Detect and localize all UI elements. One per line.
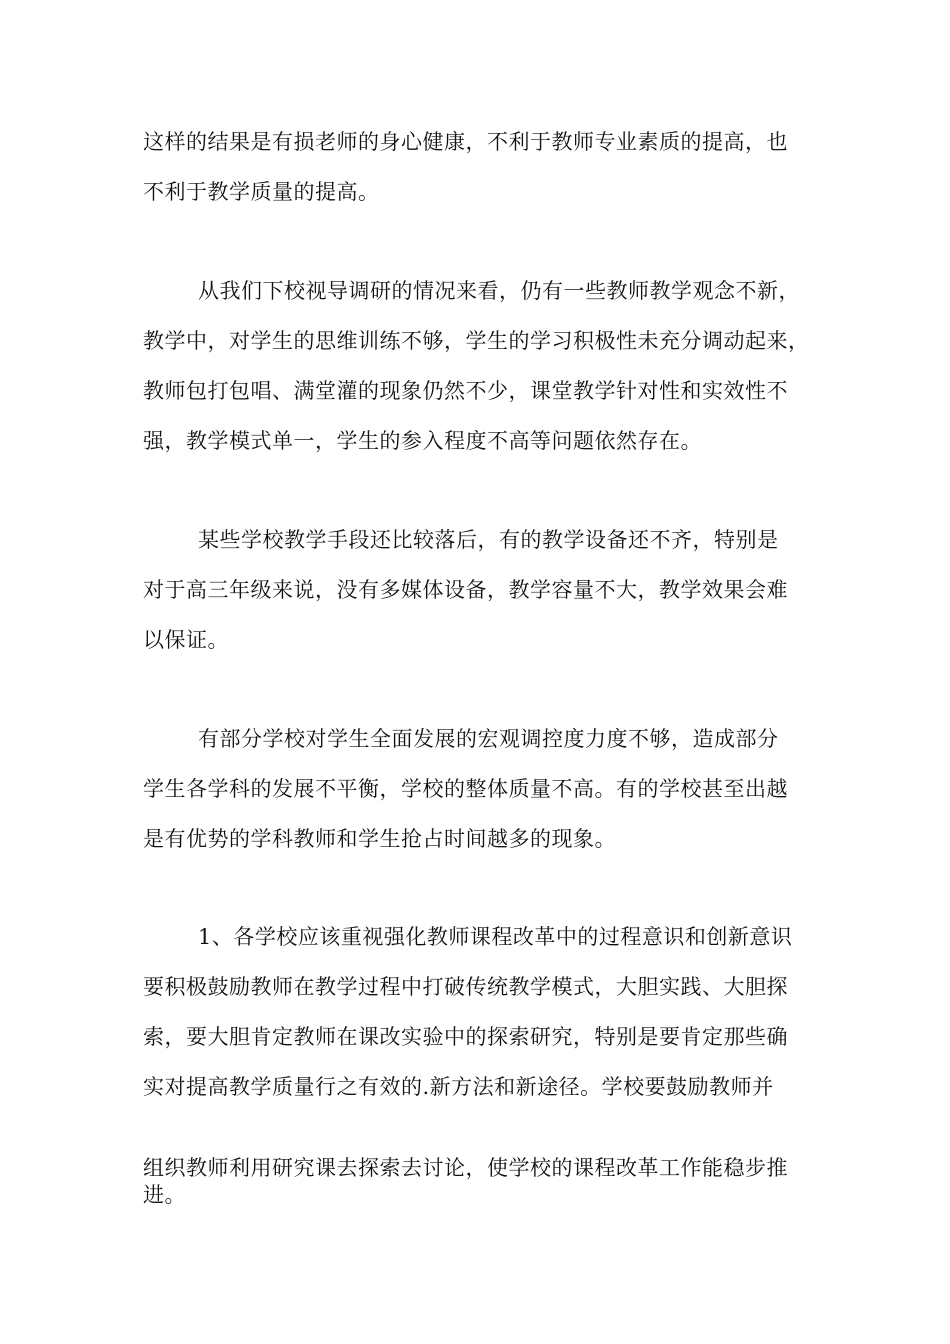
paragraph-5-line-4: 实对提高教学质量行之有效的.新方法和新途径。学校要鼓励教师并 — [143, 1075, 774, 1099]
paragraph-5-line-1: 1、各学校应该重视强化教师课程改革中的过程意识和创新意识 — [198, 925, 793, 949]
paragraph-2-line-3: 教师包打包唱、满堂灌的现象仍然不少，课堂教学针对性和实效性不 — [143, 379, 788, 403]
paragraph-2-line-4: 强，教学模式单一，学生的参入程度不高等问题依然存在。 — [143, 429, 702, 453]
paragraph-6-line-1: 组织教师利用研究课去探索去讨论，使学校的课程改革工作能稳步推 — [143, 1156, 788, 1180]
paragraph-5-line-2: 要积极鼓励教师在教学过程中打破传统教学模式，大胆实践、大胆探 — [143, 975, 788, 999]
paragraph-4-line-1: 有部分学校对学生全面发展的宏观调控度力度不够，造成部分 — [198, 727, 779, 751]
paragraph-3-line-1: 某些学校教学手段还比较落后，有的教学设备还不齐，特别是 — [198, 528, 779, 552]
paragraph-2-line-2: 教学中，对学生的思维训练不够，学生的学习积极性未充分调动起来， — [143, 329, 810, 353]
paragraph-3-line-3: 以保证。 — [143, 628, 229, 652]
paragraph-3-line-2: 对于高三年级来说，没有多媒体设备，教学容量不大，教学效果会难 — [143, 578, 788, 602]
paragraph-4-line-2: 学生各学科的发展不平衡，学校的整体质量不高。有的学校甚至出越 — [143, 777, 788, 801]
paragraph-6-line-2: 进。 — [143, 1183, 186, 1207]
paragraph-2-line-1: 从我们下校视导调研的情况来看，仍有一些教师教学观念不新， — [198, 279, 800, 303]
paragraph-4-line-3: 是有优势的学科教师和学生抢占时间越多的现象。 — [143, 827, 616, 851]
paragraph-1-line-2: 不利于教学质量的提高。 — [143, 180, 380, 204]
paragraph-1-line-1: 这样的结果是有损老师的身心健康，不利于教师专业素质的提高，也 — [143, 130, 788, 154]
paragraph-5-line-3: 索，要大胆肯定教师在课改实验中的探索研究，特别是要肯定那些确 — [143, 1025, 788, 1049]
